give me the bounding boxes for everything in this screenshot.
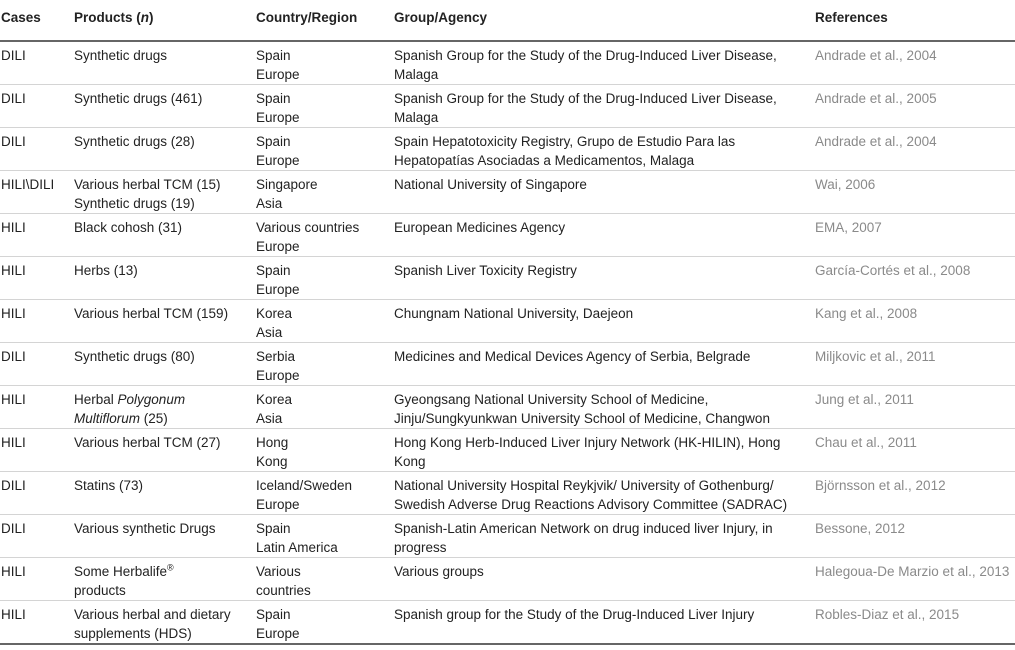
table-body [0,41,1015,644]
cell-country [256,386,394,429]
group-line: Medicines and Medical Devices Agency of Serbia, Belgrade [394,349,751,364]
group-line: Spanish Group for the Study of the Drug-Induced Liver Disease, [394,48,777,63]
group-line: Spanish-Latin American Network on drug induced liver Injury, in [394,521,773,536]
cell-country [256,343,394,386]
group-line: Hepatopatías Asociadas a Medicamentos, Malaga [394,153,695,168]
table-row [0,343,1015,386]
country-line: Spain [256,48,291,63]
products-line: Statins (73) [74,478,144,493]
table-row [0,171,1015,214]
table-row [0,515,1015,558]
cell-country [256,171,394,214]
region-line: Europe [256,282,300,297]
group-line: Malaga [394,67,439,82]
products-line: Synthetic drugs (28) [74,134,195,149]
products-line: Herbal Polygonum [74,392,186,407]
cell-products [74,214,256,257]
cell-cases: DILI [0,343,74,386]
header-products [74,0,256,41]
country-line: Spain [256,521,291,536]
country-line: Iceland/Sweden [256,478,353,493]
group-line: Malaga [394,110,439,125]
table-row [0,85,1015,128]
cell-reference[interactable]: Jung et al., 2011 [815,386,1015,429]
products-line: Black cohosh (31) [74,220,183,235]
country-line: Korea [256,306,293,321]
cell-group [394,558,815,601]
region-line: Europe [256,67,300,82]
cell-cases: DILI [0,472,74,515]
cell-products [74,41,256,85]
cell-products [74,386,256,429]
products-line: Synthetic drugs [74,48,168,63]
cell-products [74,472,256,515]
header-products-n: n [140,10,150,25]
region-line: Kong [256,454,288,469]
cell-country [256,41,394,85]
group-line: Swedish Adverse Drug Reactions Advisory Committee (SADRAC) [394,497,788,512]
cell-reference[interactable]: Björnsson et al., 2012 [815,472,1015,515]
cell-country [256,558,394,601]
cell-country [256,257,394,300]
country-line: Singapore [256,177,318,192]
cell-group [394,601,815,645]
cell-reference[interactable]: Andrade et al., 2004 [815,128,1015,171]
header-row [0,0,1015,41]
group-line: Various groups [394,564,484,579]
group-line: European Medicines Agency [394,220,566,235]
region-line: Asia [256,325,283,340]
cell-cases: HILI [0,558,74,601]
group-line: Jinju/Sungkyunkwan University School of Medicine, Changwon [394,411,770,426]
cell-reference[interactable]: Wai, 2006 [815,171,1015,214]
cell-group [394,171,815,214]
region-line: Europe [256,110,300,125]
products-line: Multiflorum (25) [74,411,168,426]
cell-products [74,171,256,214]
cell-group [394,257,815,300]
cell-cases: HILI [0,257,74,300]
cell-reference[interactable]: Bessone, 2012 [815,515,1015,558]
table-row [0,41,1015,85]
region-line: Europe [256,626,300,641]
cell-cases: DILI [0,515,74,558]
cell-group [394,41,815,85]
cell-reference[interactable]: Miljkovic et al., 2011 [815,343,1015,386]
cell-country [256,601,394,645]
table-row [0,214,1015,257]
cell-country [256,429,394,472]
table-row [0,472,1015,515]
country-line: Korea [256,392,293,407]
region-line: Asia [256,196,283,211]
cell-group [394,515,815,558]
cell-products [74,300,256,343]
country-line: Hong [256,435,289,450]
cell-country [256,300,394,343]
cell-group [394,214,815,257]
cell-country [256,515,394,558]
header-group: Group/Agency [394,0,815,41]
products-line: products [74,583,126,598]
cell-products [74,128,256,171]
cell-group [394,429,815,472]
group-line: Gyeongsang National University School of Medicine, [394,392,709,407]
cell-products [74,343,256,386]
country-line: Spain [256,91,291,106]
header-products-pre: Products ( [74,10,141,25]
header-cases: Cases [0,0,74,41]
cell-cases: HILI [0,386,74,429]
products-line: Various synthetic Drugs [74,521,216,536]
group-line: Hong Kong Herb-Induced Liver Injury Network (HK-HILIN), Hong [394,435,781,450]
cell-reference[interactable]: EMA, 2007 [815,214,1015,257]
group-line: National University of Singapore [394,177,587,192]
cell-cases: HILI [0,429,74,472]
region-line: countries [256,583,311,598]
group-line: Chungnam National University, Daejeon [394,306,634,321]
table-row [0,601,1015,645]
group-line: progress [394,540,447,555]
cell-group [394,386,815,429]
products-line: supplements (HDS) [74,626,192,641]
cell-reference[interactable]: Kang et al., 2008 [815,300,1015,343]
products-line: Herbs (13) [74,263,138,278]
cell-products [74,558,256,601]
table-row [0,300,1015,343]
cell-country [256,128,394,171]
cell-reference[interactable]: Robles-Diaz et al., 2015 [815,601,1015,645]
region-line: Latin America [256,540,338,555]
products-line: Various herbal TCM (27) [74,435,221,450]
group-line: Spain Hepatotoxicity Registry, Grupo de Estudio Para las [394,134,736,149]
cell-country [256,214,394,257]
region-line: Europe [256,153,300,168]
products-line: Synthetic drugs (461) [74,91,203,106]
cell-products [74,257,256,300]
country-line: Various [256,564,301,579]
cell-group [394,85,815,128]
group-line: Spanish Group for the Study of the Drug-Induced Liver Disease, [394,91,777,106]
cell-reference[interactable]: Andrade et al., 2004 [815,41,1015,85]
table-row [0,429,1015,472]
cell-group [394,343,815,386]
country-line: Spain [256,263,291,278]
cell-reference[interactable]: Andrade et al., 2005 [815,85,1015,128]
table-row [0,128,1015,171]
products-line: Synthetic drugs (80) [74,349,195,364]
region-line: Europe [256,497,300,512]
cell-group [394,300,815,343]
cell-products [74,515,256,558]
region-line: Europe [256,368,300,383]
products-line: Some Herbalife® [74,562,174,579]
group-line: National University Hospital Reykjvik/ University of Gothenburg/ [394,478,774,493]
products-line: Various herbal TCM (15) [74,177,221,192]
cell-group [394,472,815,515]
cell-country [256,85,394,128]
products-line: Synthetic drugs (19) [74,196,195,211]
cell-reference[interactable]: Halegoua-De Marzio et al., 2013 [815,558,1015,601]
country-line: Spain [256,134,291,149]
group-line: Kong [394,454,426,469]
cell-products [74,85,256,128]
cell-cases: DILI [0,85,74,128]
country-line: Spain [256,607,291,622]
products-line: Various herbal TCM (159) [74,306,229,321]
table-row [0,558,1015,601]
cell-cases: HILI\DILI [0,171,74,214]
header-references: References [815,0,1015,41]
region-line: Asia [256,411,283,426]
cell-cases: HILI [0,214,74,257]
group-line: Spanish Liver Toxicity Registry [394,263,577,278]
table-row [0,386,1015,429]
cell-country [256,472,394,515]
cell-cases: HILI [0,300,74,343]
cell-group [394,128,815,171]
cell-reference[interactable]: Chau et al., 2011 [815,429,1015,472]
country-line: Various countries [256,220,360,235]
cell-reference[interactable]: García-Cortés et al., 2008 [815,257,1015,300]
header-country: Country/Region [256,0,394,41]
cell-cases: HILI [0,601,74,645]
cell-cases: DILI [0,128,74,171]
region-line: Europe [256,239,300,254]
cell-cases: DILI [0,41,74,85]
products-line: Various herbal and dietary [74,607,231,622]
country-line: Serbia [256,349,296,364]
group-line: Spanish group for the Study of the Drug-Induced Liver Injury [394,607,755,622]
table-row [0,257,1015,300]
header-products-post: ) [149,10,154,25]
cell-products [74,429,256,472]
cell-products [74,601,256,645]
